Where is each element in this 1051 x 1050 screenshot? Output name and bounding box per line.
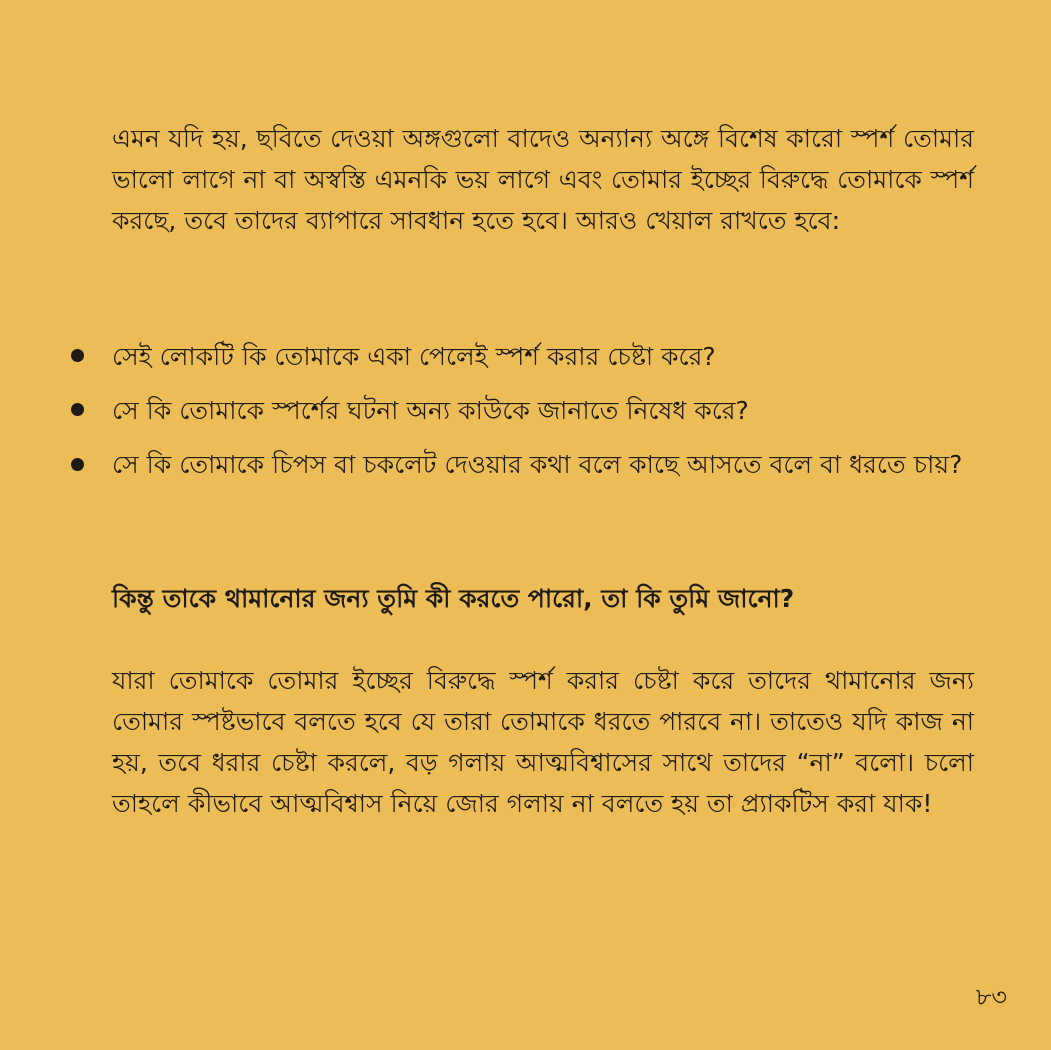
page-number: ৮৩ bbox=[975, 983, 1007, 1011]
list-item bbox=[68, 390, 974, 431]
bullet-icon bbox=[71, 349, 84, 362]
question-heading: কিন্তু তাকে থামানোর জন্য তুমি কী করতে পারো, তা কি তুমি জানো? bbox=[112, 584, 795, 613]
warning-signs-list bbox=[68, 336, 974, 505]
intro-paragraph: এমন যদি হয়, ছবিতে দেওয়া অঙ্গগুলো বাদেও অন্যান্য অঙ্গে বিশেষ কারো স্পর্শ তোমার ভালো লাগে না বা অস্বস্তি এমনকি ভয় লাগে এবং তোমার ইচ্ছের বিরুদ্ধে তোমাকে স্পর্শ করছে, তবে তাদের ব্যাপারে সাবধান হতে হবে। আরও খেয়াল রাখতে হবে: bbox=[112, 124, 974, 235]
list-item-text: সে কি তোমাকে চিপস বা চকলেট দেওয়ার কথা বলে কাছে আসতে বলে বা ধরতে চায়? bbox=[112, 450, 963, 479]
bullet-icon bbox=[71, 403, 84, 416]
list-item bbox=[68, 336, 974, 377]
advice-paragraph: যারা তোমাকে তোমার ইচ্ছের বিরুদ্ধে স্পর্শ করার চেষ্টা করে তাদের থামানোর জন্য তোমার স্পষ্টভাবে বলতে হবে যে তারা তোমাকে ধরতে পারবে না। তাতেও যদি কাজ না হয়, তবে ধরার চেষ্টা করলে, বড় গলায় আত্মবিশ্বাসের সাথে তাদের “না” বলো। চলো তাহলে কীভাবে আত্মবিশ্বাস নিয়ে জোর গলায় না বলতে হয় তা প্র্যাকটিস করা যাক! bbox=[112, 666, 974, 818]
list-item-text: সে কি তোমাকে স্পর্শের ঘটনা অন্য কাউকে জানাতে নিষেধ করে? bbox=[112, 396, 749, 425]
bullet-icon bbox=[71, 458, 84, 471]
list-item-text: সেই লোকটি কি তোমাকে একা পেলেই স্পর্শ করার চেষ্টা করে? bbox=[112, 342, 716, 371]
list-item bbox=[68, 438, 974, 492]
